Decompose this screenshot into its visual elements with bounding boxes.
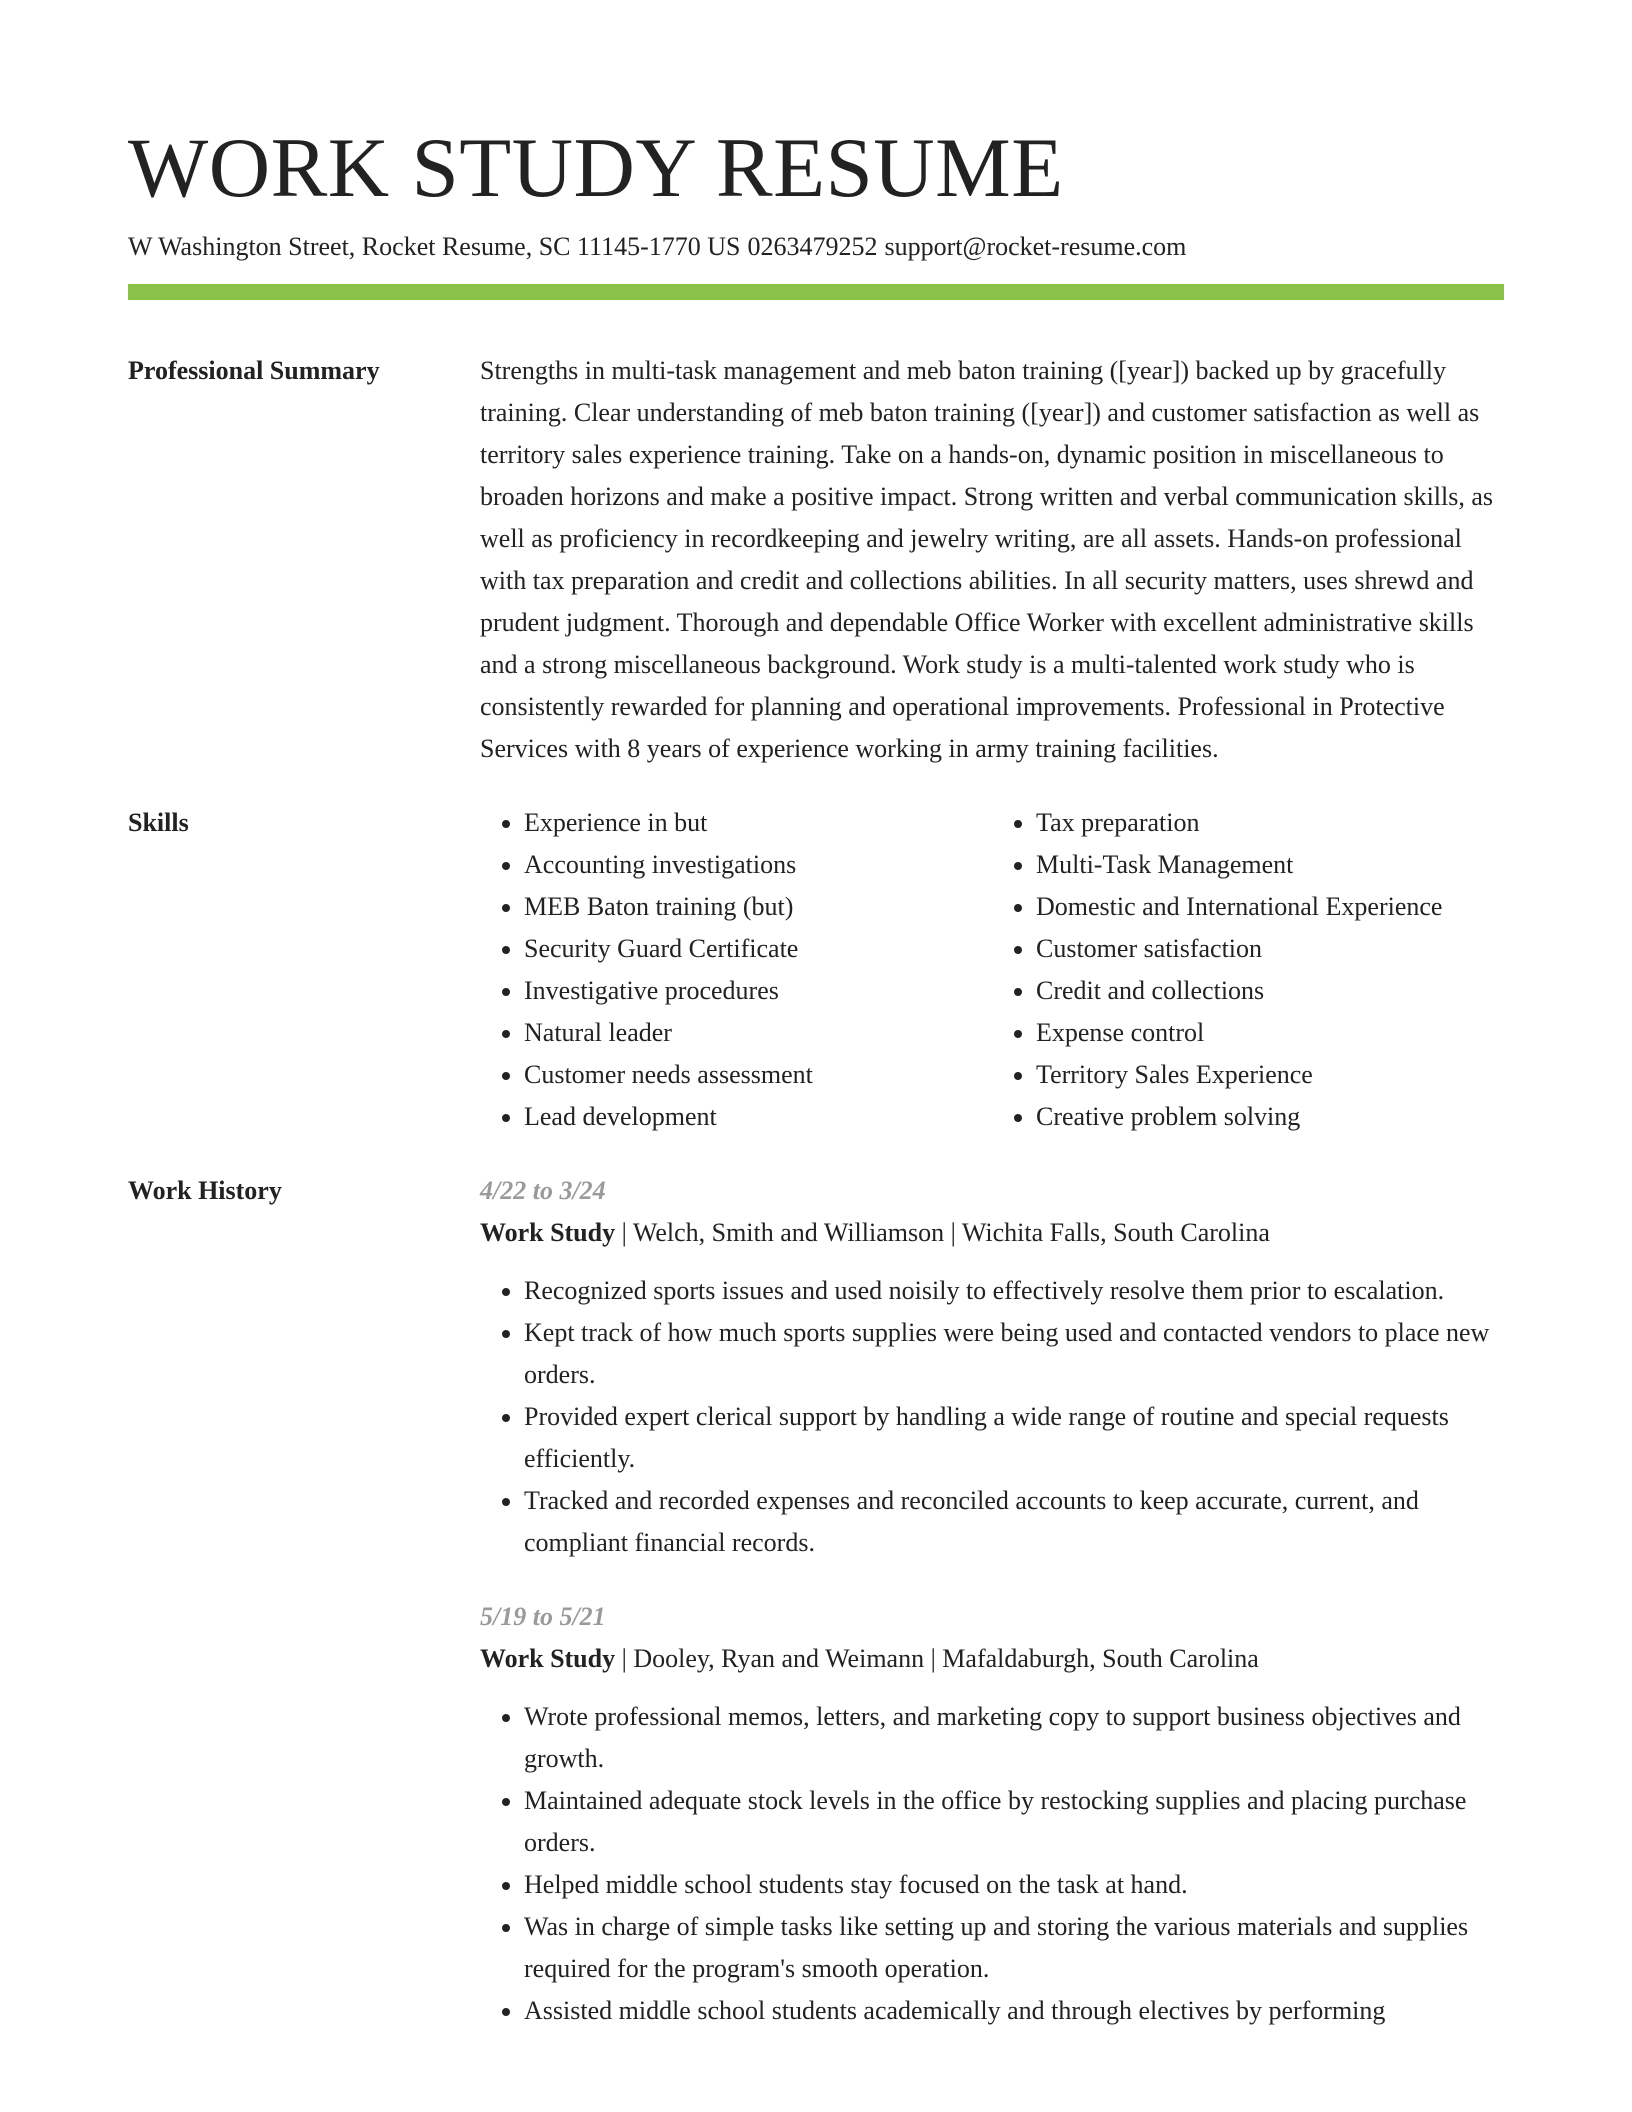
- skill-item: • Experience in but: [524, 802, 992, 844]
- summary-body: [480, 350, 1504, 770]
- contact-line: [128, 230, 1504, 264]
- job-entry: [480, 1596, 1504, 2032]
- job-company: Welch, Smith and Williamson: [632, 1218, 945, 1247]
- work-history-body: [480, 1170, 1504, 2032]
- skill-item: • Tax preparation: [1036, 802, 1504, 844]
- job-location: Mafaldaburgh, South Carolina: [942, 1644, 1259, 1673]
- job-heading: [480, 1212, 1504, 1254]
- skill-item: • Domestic and International Experience: [1036, 886, 1504, 928]
- contact-address: W Washington Street, Rocket Resume, SC 11145-1770 US: [128, 232, 741, 261]
- skill-item: • Expense control: [1036, 1012, 1504, 1054]
- skill-item: • Creative problem solving: [1036, 1096, 1504, 1138]
- skills-section: [128, 802, 1504, 1138]
- skill-item: • Investigative procedures: [524, 970, 992, 1012]
- job-dates: 4/22 to 3/24: [480, 1176, 606, 1205]
- job-bullet: • Wrote professional memos, letters, and marketing copy to support business objectives and growth.: [524, 1696, 1504, 1780]
- job-title: Work Study: [480, 1218, 616, 1247]
- resume-title: WORK STUDY RESUME: [128, 121, 1064, 215]
- skill-item: • Multi-Task Management: [1036, 844, 1504, 886]
- job-bullet: • Provided expert clerical support by handling a wide range of routine and special requests efficiently.: [524, 1396, 1504, 1480]
- contact-phone: 0263479252: [747, 232, 878, 261]
- skill-item: • Territory Sales Experience: [1036, 1054, 1504, 1096]
- job-bullet: • Recognized sports issues and used noisily to effectively resolve them prior to escalation.: [524, 1270, 1504, 1312]
- job-bullet: • Tracked and recorded expenses and reconciled accounts to keep accurate, current, and compliant financial records.: [524, 1480, 1504, 1564]
- job-separator: |: [621, 1218, 633, 1247]
- job-bullet-list: [480, 1270, 1504, 1564]
- job-bullet-list: [480, 1696, 1504, 2032]
- skill-item: • MEB Baton training (but): [524, 886, 992, 928]
- skill-item: • Security Guard Certificate: [524, 928, 992, 970]
- job-title: Work Study: [480, 1644, 616, 1673]
- skill-item: • Credit and collections: [1036, 970, 1504, 1012]
- job-separator: |: [944, 1218, 962, 1247]
- section-heading-professional-summary: Professional Summary: [128, 356, 380, 385]
- section-heading-work-history: Work History: [128, 1176, 282, 1205]
- skills-columns: [480, 802, 1504, 1138]
- skill-item: • Lead development: [524, 1096, 992, 1138]
- job-location: Wichita Falls, South Carolina: [961, 1218, 1270, 1247]
- skills-list-left: [480, 802, 992, 1138]
- skill-item: • Accounting investigations: [524, 844, 992, 886]
- professional-summary-section: [128, 350, 1504, 770]
- skill-item: • Customer needs assessment: [524, 1054, 992, 1096]
- section-heading-skills: Skills: [128, 808, 189, 837]
- header-divider: [128, 284, 1504, 300]
- skills-list-right: [992, 802, 1504, 1138]
- summary-text: Strengths in multi-task management and meb baton training ([year]) backed up by gracefully training. Clear understanding of meb baton training ([year]) and customer satisfaction as well as territory sales experience training. Take on a hands-on, dynamic position in miscellaneous to broaden horizons and make a positive impact. Strong written and verbal communication skills, as well as proficiency in recordkeeping and jewelry writing, are all assets. Hands-on professional with tax preparation and credit and collections abilities. In all security matters, uses shrewd and prudent judgment. Thorough and dependable Office Worker with excellent administrative skills and a strong miscellaneous background. Work study is a multi-talented work study who is consistently rewarded for planning and operational improvements. Professional in Protective Services with 8 years of experience working in army training facilities.: [480, 356, 1494, 763]
- contact-email[interactable]: support@rocket-resume.com: [884, 232, 1187, 261]
- work-history-section: [128, 1170, 1504, 2032]
- job-entry: [480, 1170, 1504, 1564]
- job-heading: [480, 1638, 1504, 1680]
- skill-item: • Customer satisfaction: [1036, 928, 1504, 970]
- resume-page: [128, 0, 1504, 2032]
- job-company: Dooley, Ryan and Weimann: [633, 1644, 925, 1673]
- job-bullet: • Assisted middle school students academically and through electives by performing: [524, 1990, 1504, 2032]
- job-bullet: • Helped middle school students stay focused on the task at hand.: [524, 1864, 1504, 1906]
- job-dates: 5/19 to 5/21: [480, 1602, 606, 1631]
- skill-item: • Natural leader: [524, 1012, 992, 1054]
- job-separator: |: [621, 1644, 634, 1673]
- job-separator: |: [924, 1644, 943, 1673]
- job-bullet: • Was in charge of simple tasks like setting up and storing the various materials and supplies required for the program's smooth operation.: [524, 1906, 1504, 1990]
- job-bullet: • Kept track of how much sports supplies were being used and contacted vendors to place new orders.: [524, 1312, 1504, 1396]
- job-bullet: • Maintained adequate stock levels in the office by restocking supplies and placing purchase orders.: [524, 1780, 1504, 1864]
